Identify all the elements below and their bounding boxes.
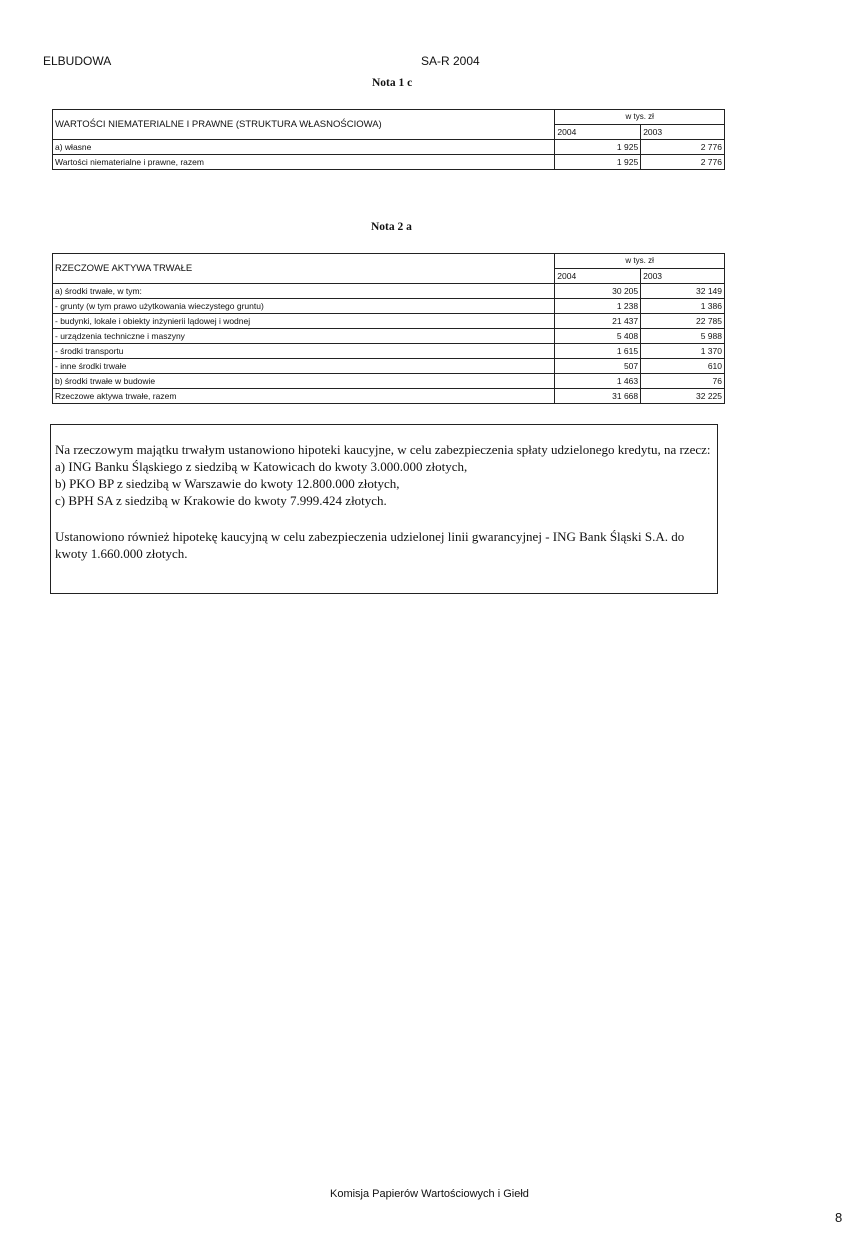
nota-2a-table: [52, 253, 725, 404]
row-label: b) środki trwałe w budowie: [53, 374, 555, 389]
value-2003: 2 776: [641, 140, 725, 155]
table-row: [53, 284, 725, 299]
note-item: b) PKO BP z siedzibą w Warszawie do kwoty 12.800.000 złotych,: [55, 476, 400, 491]
nota-1c-table: [52, 109, 725, 170]
table-row: [53, 344, 725, 359]
row-label: - inne środki trwałe: [53, 359, 555, 374]
unit-label: w tys. zł: [555, 254, 725, 269]
row-label: a) własne: [53, 140, 555, 155]
table-row: [53, 329, 725, 344]
mortgage-note-box: [50, 424, 718, 594]
value-2004: 30 205: [555, 284, 641, 299]
value-2003: 1 386: [641, 299, 725, 314]
table-title: RZECZOWE AKTYWA TRWAŁE: [53, 254, 555, 284]
year-header: 2003: [641, 125, 725, 140]
report-code: SA-R 2004: [421, 54, 480, 68]
table-row: [53, 374, 725, 389]
note-item: a) ING Banku Śląskiego z siedzibą w Katowicach do kwoty 3.000.000 złotych,: [55, 459, 468, 474]
value-2004: 5 408: [555, 329, 641, 344]
value-2004: 507: [555, 359, 641, 374]
value-2004: 1 615: [555, 344, 641, 359]
value-2003: 76: [641, 374, 725, 389]
company-name: ELBUDOWA: [43, 54, 112, 68]
value-2003: 1 370: [641, 344, 725, 359]
value-2004: 1 925: [555, 140, 641, 155]
row-label: - grunty (w tym prawo użytkowania wieczystego gruntu): [53, 299, 555, 314]
value-2003: 22 785: [641, 314, 725, 329]
table-row: [53, 389, 725, 404]
row-label: Wartości niematerialne i prawne, razem: [53, 155, 555, 170]
note-intro: Na rzeczowym majątku trwałym ustanowiono hipoteki kaucyjne, w celu zabezpieczenia spłaty udzielonego kredytu, na rzecz:: [55, 442, 711, 457]
value-2004: 31 668: [555, 389, 641, 404]
unit-label: w tys. zł: [555, 110, 725, 125]
row-label: Rzeczowe aktywa trwałe, razem: [53, 389, 555, 404]
value-2004: 1 463: [555, 374, 641, 389]
table-row: [53, 299, 725, 314]
row-label: - urządzenia techniczne i maszyny: [53, 329, 555, 344]
value-2003: 2 776: [641, 155, 725, 170]
table-row: [53, 155, 725, 170]
footer-text: Komisja Papierów Wartościowych i Giełd: [330, 1188, 529, 1200]
value-2003: 610: [641, 359, 725, 374]
row-label: a) środki trwałe, w tym:: [53, 284, 555, 299]
table-row: [53, 359, 725, 374]
year-header: 2003: [641, 269, 725, 284]
row-label: - budynki, lokale i obiekty inżynierii lądowej i wodnej: [53, 314, 555, 329]
nota-1c-label: Nota 1 c: [372, 77, 413, 89]
nota-2a-label: Nota 2 a: [371, 221, 412, 233]
value-2004: 1 238: [555, 299, 641, 314]
year-header: 2004: [555, 125, 641, 140]
value-2003: 32 149: [641, 284, 725, 299]
value-2003: 32 225: [641, 389, 725, 404]
page-number: 8: [835, 1210, 843, 1225]
table-row: [53, 314, 725, 329]
table-row: [53, 140, 725, 155]
year-header: 2004: [555, 269, 641, 284]
value-2004: 1 925: [555, 155, 641, 170]
table-title: WARTOŚCI NIEMATERIALNE I PRAWNE (STRUKTURA WŁASNOŚCIOWA): [53, 110, 555, 140]
note-item: c) BPH SA z siedzibą w Krakowie do kwoty 7.999.424 złotych.: [55, 493, 387, 508]
value-2003: 5 988: [641, 329, 725, 344]
value-2004: 21 437: [555, 314, 641, 329]
row-label: - środki transportu: [53, 344, 555, 359]
note-extra: Ustanowiono również hipotekę kaucyjną w celu zabezpieczenia udzielonej linii gwarancyjnej - ING Bank Śląski S.A. do kwoty 1.660.000 złotych.: [55, 529, 685, 561]
